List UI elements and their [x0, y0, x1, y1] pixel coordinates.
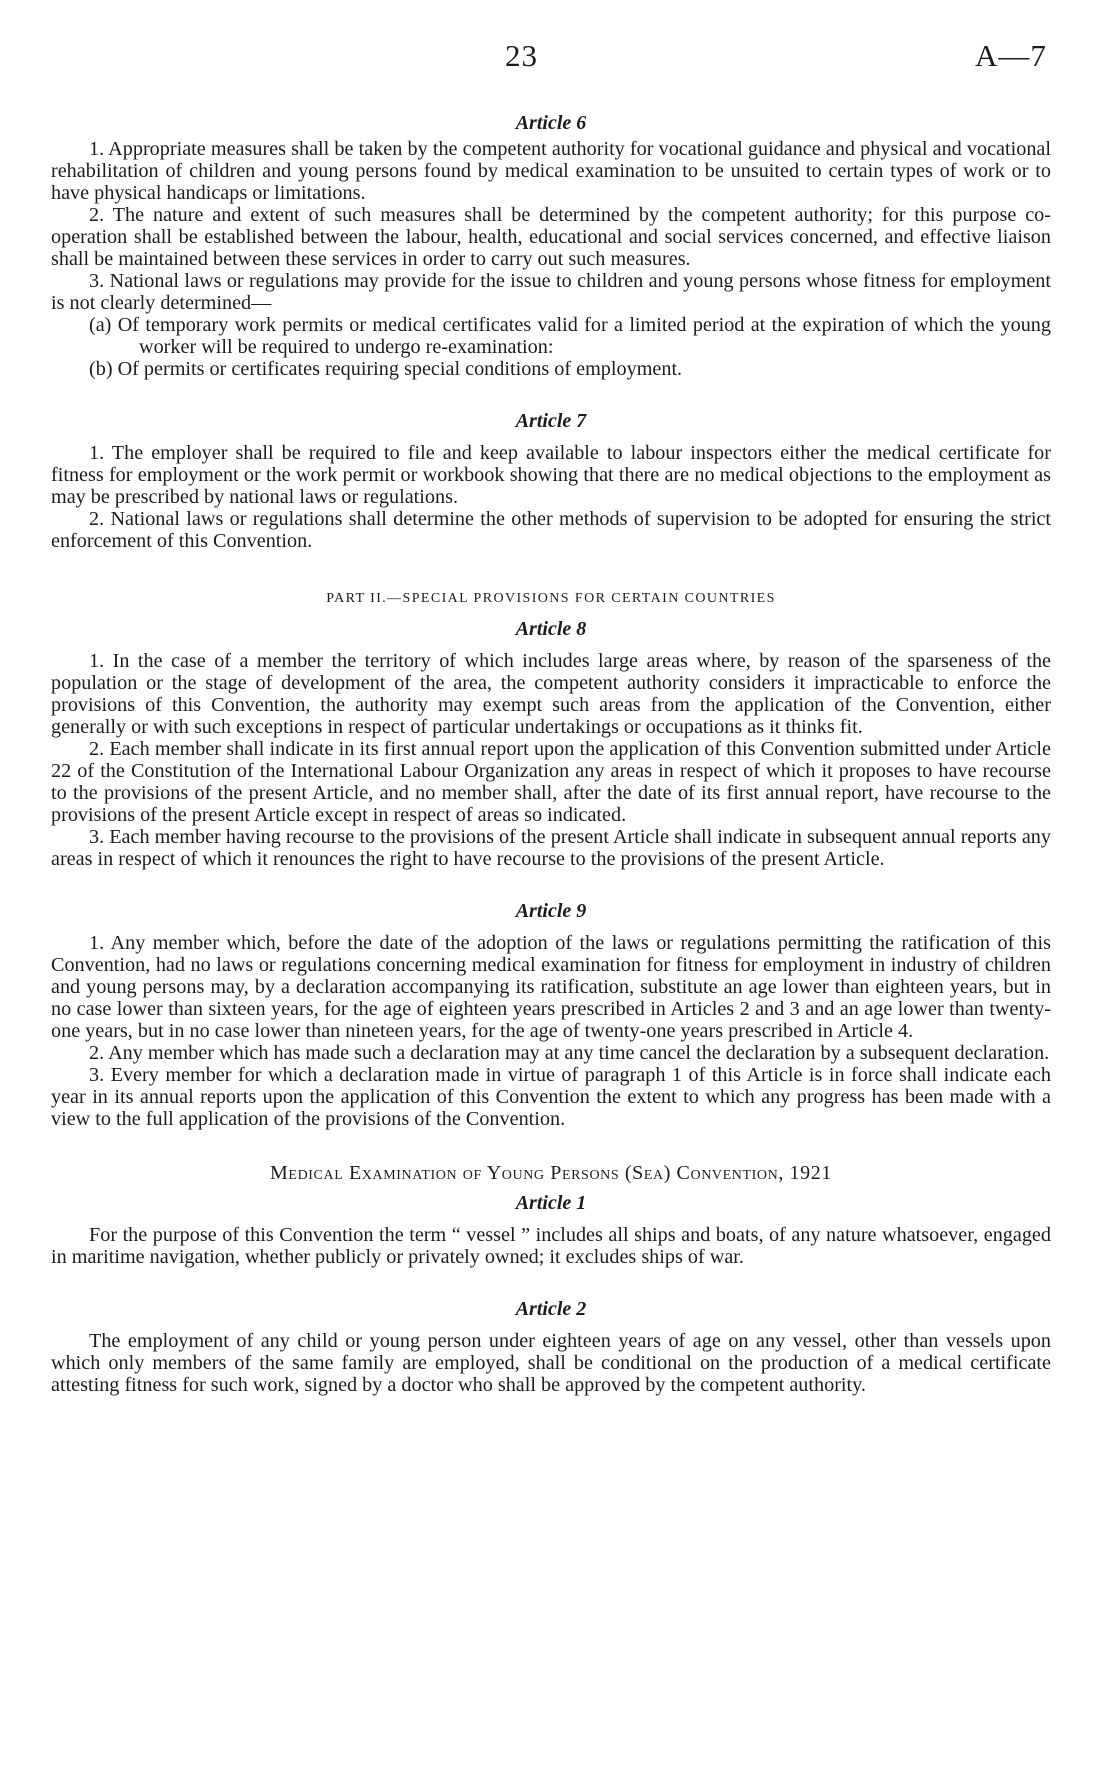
sea-article-2-heading: Article 2 — [515, 1298, 587, 1320]
article-8-paragraph-3: 3. Each member having recourse to the provisions of the present Article shall indicate in subsequent annual reports any areas in respect of which it renounces the right to have recourse to the provisions of the present Article. — [51, 826, 1051, 870]
article-9-paragraph-3: 3. Every member for which a declaration made in virtue of paragraph 1 of this Article is in force shall indicate each year in its annual reports upon the application of this Convention the extent to which any progress has been made with a view to the full application of the provisions of the Convention. — [51, 1064, 1051, 1130]
article-6-heading: Article 6 — [515, 112, 587, 134]
article-9-paragraph-2: 2. Any member which has made such a declaration may at any time cancel the declaration by a subsequent declaration. — [89, 1042, 1050, 1064]
sea-convention-year: 1921 — [789, 1162, 832, 1184]
article-6-item-a: (a) Of temporary work permits or medical certificates valid for a limited period at the expiration of which the young worker will be required to undergo re-examination: — [89, 314, 1051, 358]
article-8-paragraph-1: 1. In the case of a member the territory of which includes large areas where, by reason of the sparseness of the population or the stage of development of the area, the competent authority considers it impracticable to enforce the provisions of this Convention, the authority may exempt such areas from the application of the Convention, either generally or with such exceptions in respect of particular undertakings or occupations as it thinks fit. — [51, 650, 1051, 738]
sea-convention-title-text: Medical Examination of Young Persons (Sea) Convention, — [270, 1162, 784, 1184]
sea-article-1-heading: Article 1 — [515, 1192, 587, 1214]
page-header — [0, 38, 1114, 82]
article-6-paragraph-3: 3. National laws or regulations may provide for the issue to children and young persons whose fitness for employment is not clearly determined— — [51, 270, 1051, 314]
sea-article-2-paragraph: The employment of any child or young person under eighteen years of age on any vessel, other than vessels upon which only members of the same family are employed, shall be conditional on the production of a medical certificate attesting fitness for such work, signed by a doctor who shall be approved by the competent authority. — [51, 1330, 1051, 1396]
article-6-paragraph-2: 2. The nature and extent of such measures shall be determined by the competent authority; for this purpose co-operation shall be established between the labour, health, educational and social services concerned, and effective liaison shall be maintained between these services in order to carry out such measures. — [51, 204, 1051, 270]
article-6-item-b: (b) Of permits or certificates requiring special conditions of employment. — [89, 358, 683, 380]
article-6 — [51, 112, 1051, 380]
article-6-paragraph-1: 1. Appropriate measures shall be taken by the competent authority for vocational guidance and physical and vocational rehabilitation of children and young persons found by medical examination to be unsuited to certain types of work or to have physical handicaps or limitations. — [51, 138, 1051, 204]
series-code: A—7 — [975, 38, 1047, 73]
article-9-paragraph-1: 1. Any member which, before the date of the adoption of the laws or regulations permitting the ratification of this Convention, had no laws or regulations concerning medical examination for fitness for employment in industry of children and young persons may, by a declaration accompanying its ratification, substitute an age lower than eighteen years, but in no case lower than sixteen years, for the age of eighteen years prescribed in Articles 2 and 3 and an age lower than twenty-one years, but in no case lower than nineteen years, for the age of twenty-one years prescribed in Article 4. — [51, 932, 1051, 1042]
page-number: 23 — [505, 38, 538, 73]
article-8-heading: Article 8 — [515, 618, 587, 640]
article-9 — [51, 900, 1051, 1130]
part-2-title: PART II.—SPECIAL PROVISIONS FOR CERTAIN COUNTRIES — [326, 591, 776, 606]
article-7-paragraph-2: 2. National laws or regulations shall determine the other methods of supervision to be adopted for ensuring the strict enforcement of this Convention. — [51, 508, 1051, 552]
article-7 — [51, 410, 1051, 552]
article-8 — [51, 618, 1051, 870]
sea-article-1 — [51, 1192, 1051, 1268]
article-9-heading: Article 9 — [515, 900, 587, 922]
sea-article-1-paragraph: For the purpose of this Convention the term “ vessel ” includes all ships and boats, of any nature whatsoever, engaged in maritime navigation, whether publicly or privately owned; it excludes ships of war. — [51, 1224, 1051, 1268]
article-8-paragraph-2: 2. Each member shall indicate in its first annual report upon the application of this Convention submitted under Article 22 of the Constitution of the International Labour Organization any areas in respect of which it proposes to have recourse to the provisions of the present Article, and no member shall, after the date of its first annual report, have recourse to the provisions of the present Article except in respect of areas so indicated. — [51, 738, 1051, 826]
sea-convention-title — [51, 1162, 1051, 1184]
document-body — [51, 112, 1051, 1396]
sea-article-2 — [51, 1298, 1051, 1396]
article-7-heading: Article 7 — [515, 410, 587, 432]
article-7-paragraph-1: 1. The employer shall be required to file and keep available to labour inspectors either the medical certificate for fitness for employment or the work permit or workbook showing that there are no medical objections to the employment as may be prescribed by national laws or regulations. — [51, 442, 1051, 508]
